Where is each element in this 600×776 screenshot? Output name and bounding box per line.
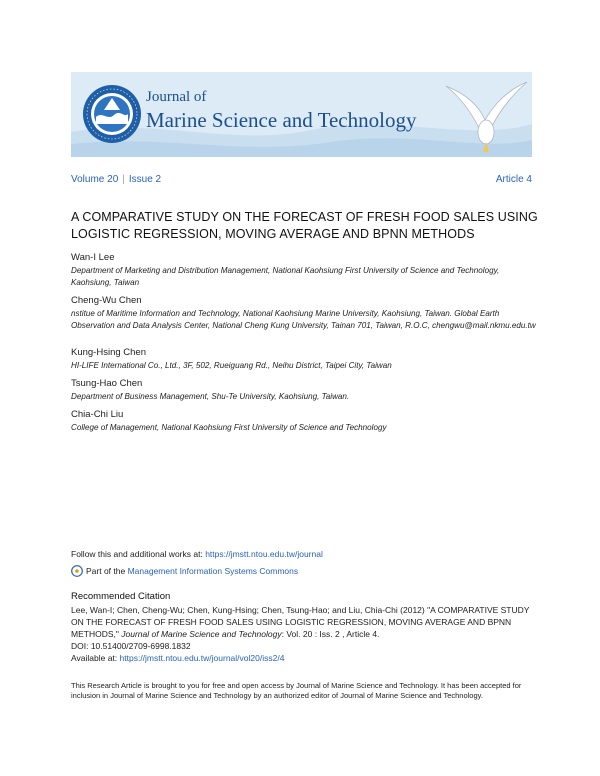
follow-prefix: Follow this and additional works at: [71, 549, 203, 559]
follow-url-link[interactable]: https://jmstt.ntou.edu.tw/journal [205, 549, 323, 559]
commons-link[interactable]: Management Information Systems Commons [127, 566, 299, 576]
footer-note: This Research Article is brought to you for free and open access by Journal of Marine Science and Technology. It has been accepted for inclusion in Journal of Marine Science and Technology by an authorized editor of Journal of Marine Science and Technology. [71, 681, 522, 700]
author-name: Tsung-Hao Chen [71, 378, 143, 389]
citation-block [71, 604, 539, 664]
author-block [71, 378, 541, 403]
article-title: A COMPARATIVE STUDY ON THE FORECAST OF FRESH FOOD SALES USING LOGISTIC REGRESSION, MOVING AVERAGE AND BPNN METHODS [71, 210, 538, 241]
citation-doi: DOI: 10.51400/2709-6998.1832 [71, 641, 191, 651]
citation-journal: Journal of Marine Science and Technology [121, 629, 282, 639]
article-number-link[interactable]: Article 4 [495, 174, 532, 185]
part-of-prefix: Part of the [86, 566, 126, 576]
author-name: Wan-I Lee [71, 252, 115, 263]
author-affiliation: College of Management, National Kaohsiung First University of Science and Technology [71, 423, 387, 432]
author-block [71, 295, 541, 332]
follow-line [71, 549, 323, 559]
author-affiliation: nstitue of Maritime Information and Technology, National Kaohsiung Marine University, Kaohsiung, Taiwan. Global Earth Observation and Data Analysis Center, National Cheng Kung University, Tainan 701, Taiwan, R.O.C, chengwu@mail.nkmu.edu.tw [71, 309, 536, 330]
available-url-link[interactable]: https://jmstt.ntou.edu.tw/journal/vol20/iss2/4 [119, 653, 285, 663]
journal-title-line2: Marine Science and Technology [146, 108, 417, 132]
author-block [71, 252, 541, 289]
seagull-image [441, 76, 531, 156]
citation-heading: Recommended Citation [71, 591, 171, 602]
network-icon [71, 565, 83, 577]
issue-link[interactable]: Issue 2 [128, 174, 162, 185]
author-affiliation: Department of Business Management, Shu-Te University, Kaohsiung, Taiwan. [71, 392, 350, 401]
part-of-line [71, 565, 298, 577]
volume-link[interactable]: Volume 20 [71, 174, 119, 185]
author-block [71, 347, 541, 372]
university-seal-logo [82, 84, 142, 144]
author-name: Chia-Chi Liu [71, 409, 124, 420]
journal-title-line1: Journal of [146, 89, 207, 105]
citation-text: Lee, Wan-I; Chen, Cheng-Wu; Chen, Kung-Hsing; Chen, Tsung-Hao; and Liu, Chia-Chi (2012) "A COMPARATIVE STUDY ON THE FORECAST OF FRESH FOOD SALES USING LOGISTIC REGRESSION, MOVING AVERAGE AND BPNN METHODS," [71, 605, 530, 639]
author-affiliation: Department of Marketing and Distribution Management, National Kaohsiung First University of Science and Technology, Kaohsiung, Taiwan [71, 266, 500, 287]
available-prefix: Available at: [71, 653, 118, 663]
author-block [71, 409, 541, 434]
author-affiliation: HI-LIFE International Co., Ltd., 3F, 502, Rueiguang Rd., Neihu District, Taipei City, Taiwan [71, 361, 392, 370]
separator: | [122, 174, 125, 185]
author-name: Cheng-Wu Chen [71, 295, 142, 306]
issue-info [71, 174, 161, 185]
citation-volume: : Vol. 20 : Iss. 2 , Article 4. [281, 629, 380, 639]
journal-banner [71, 72, 532, 157]
author-name: Kung-Hsing Chen [71, 347, 146, 358]
